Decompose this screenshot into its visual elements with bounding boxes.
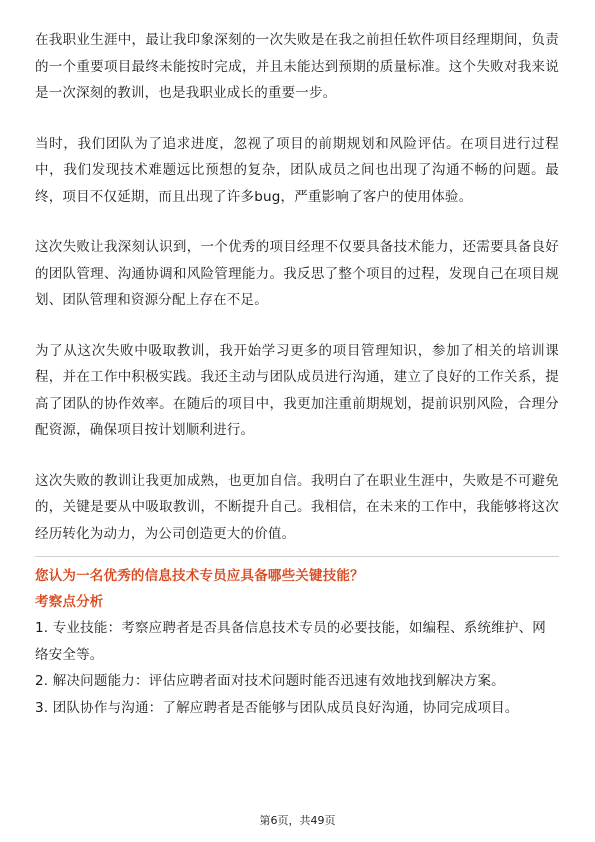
- analysis-item: 3. 团队协作与沟通：了解应聘者是否能够与团队成员良好沟通，协同完成项目。: [35, 699, 519, 716]
- analysis-title: 考察点分析: [35, 594, 104, 610]
- page-footer: 第6页，共49页: [259, 814, 336, 827]
- analysis-item: 1. 专业技能：考察应聘者是否具备信息技术专员的必要技能，如编程、系统维护、网络安全等。: [35, 620, 546, 663]
- analysis-list: [35, 615, 559, 721]
- document-body: [35, 27, 559, 721]
- question-heading: 您认为一名优秀的信息技术专员应具备哪些关键技能？: [35, 568, 364, 584]
- analysis-item: 2. 解决问题能力：评估应聘者面对技术问题时能否迅速有效地找到解决方案。: [35, 673, 505, 689]
- paragraph-5: 这次失败的教训让我更加成熟，也更加自信。我明白了在职业生涯中，失败是不可避免的，关键是要从中吸取教训，不断提升自己。我相信，在未来的工作中，我能够将这次经历转化为动力，为公司创造更大的价值。: [35, 472, 559, 542]
- paragraph-3: 这次失败让我深刻认识到，一个优秀的项目经理不仅要具备技术能力，还需要具备良好的团队管理、沟通协调和风险管理能力。我反思了整个项目的过程，发现自己在项目规划、团队管理和资源分配上存在不足。: [35, 239, 559, 308]
- paragraph-4: 为了从这次失败中吸取教训，我开始学习更多的项目管理知识，参加了相关的培训课程，并在工作中积极实践。我还主动与团队成员进行沟通，建立了良好的工作关系，提高了团队的协作效率。在随后的项目中，我更加注重前期规划，提前识别风险，合理分配资源，确保项目按计划顺利进行。: [35, 342, 559, 438]
- paragraph-1: 在我职业生涯中，最让我印象深刻的一次失败是在我之前担任软件项目经理期间，负责的一个重要项目最终未能按时完成，并且未能达到预期的质量标准。这个失败对我来说是一次深刻的教训，也是我职业成长的重要一步。: [35, 32, 559, 101]
- paragraph-2: 当时，我们团队为了追求进度，忽视了项目的前期规划和风险评估。在项目进行过程中，我们发现技术难题远比预想的复杂，团队成员之间也出现了沟通不畅的问题。最终，项目不仅延期，而且出现了许多bug，严重影响了客户的使用体验。: [35, 135, 559, 205]
- section-divider: [35, 556, 559, 557]
